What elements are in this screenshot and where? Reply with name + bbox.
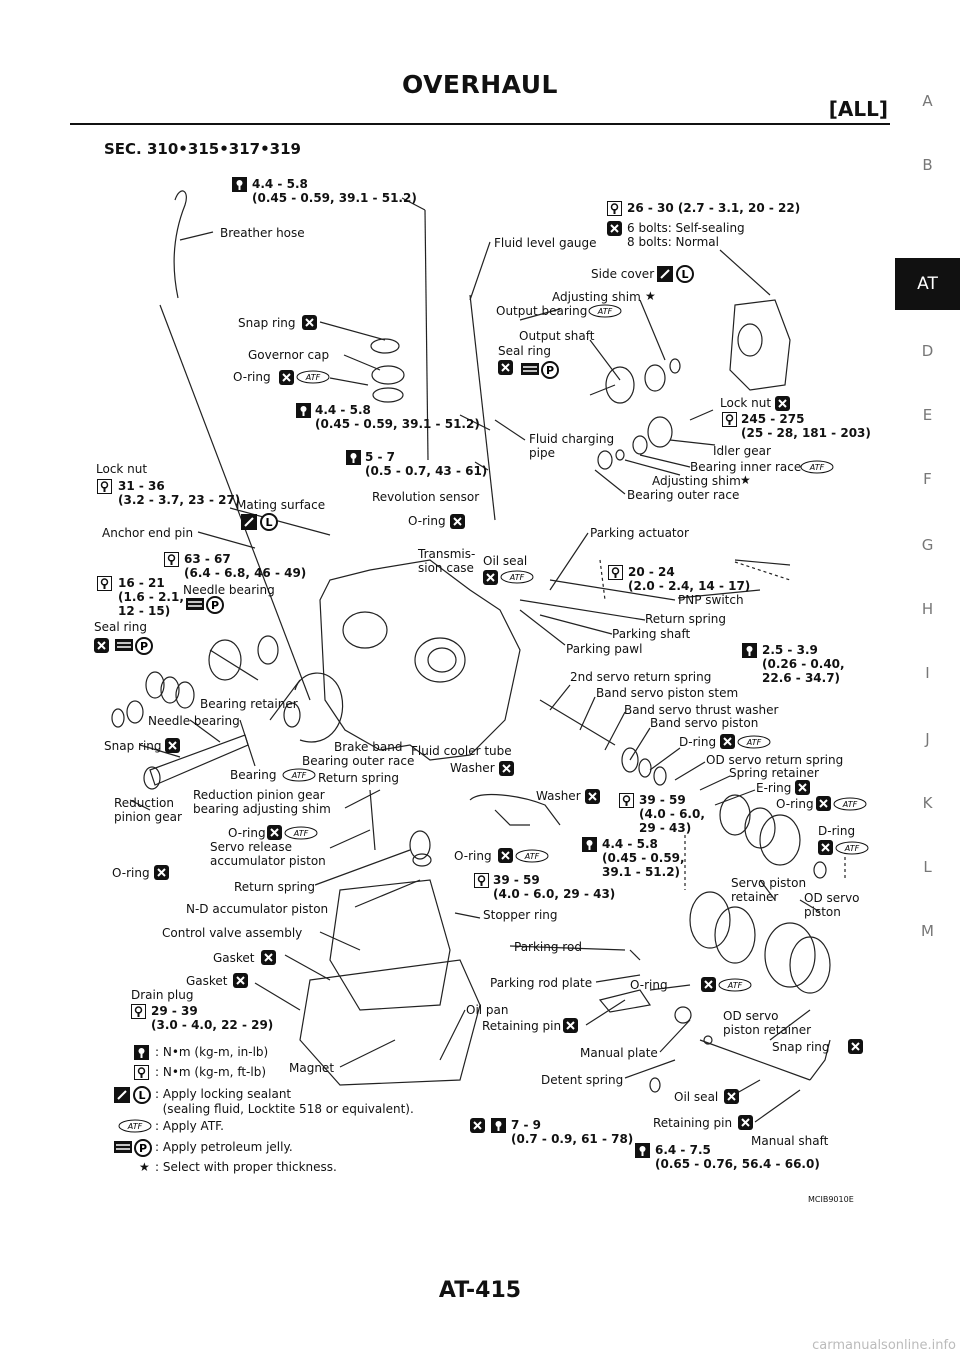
parking-pawl-label: Parking pawl <box>566 642 643 656</box>
magnet-label: Magnet <box>289 1061 335 1075</box>
retaining-pin-label-2: Retaining pin <box>653 1116 733 1130</box>
torque-icon <box>608 565 623 580</box>
page-number: AT-415 <box>438 1278 522 1303</box>
return-spring-label-3: Return spring <box>645 612 726 626</box>
tab-k[interactable]: K <box>922 794 933 812</box>
tab-h[interactable]: H <box>921 600 934 618</box>
od-servo-piston-retainer-label: OD servo piston retainer <box>723 1009 812 1037</box>
e-ring-label: E-ring <box>756 781 792 795</box>
tab-at[interactable]: AT <box>895 258 960 310</box>
snap-ring-label-3: Snap ring <box>772 1040 830 1054</box>
atf-badge-text: ATF <box>509 573 525 582</box>
fluid-charging-pipe-label: Fluid charging pipe <box>529 432 615 460</box>
replace-part-icon <box>154 865 169 880</box>
snap-ring-label-1: Snap ring <box>238 316 296 330</box>
torque-icon <box>131 1004 146 1019</box>
replace-part-icon <box>302 315 317 330</box>
replace-part-icon <box>795 780 810 795</box>
atf-badge-text: ATF <box>842 800 858 809</box>
replace-part-icon <box>818 840 833 855</box>
seal-ring-label-3: Seal ring <box>498 344 551 358</box>
atf-badge-icon <box>718 978 752 992</box>
petroleum-jelly-icon <box>185 596 225 614</box>
tab-f[interactable]: F <box>923 470 932 488</box>
parking-rod-plate-label: Parking rod plate <box>490 976 593 990</box>
od-servo-piston-label: OD servo piston <box>804 891 860 919</box>
atf-badge-text: ATF <box>727 981 743 990</box>
snap-ring-label-2: Snap ring <box>104 739 162 753</box>
atf-badge-icon <box>588 304 622 318</box>
bearing-retainer-label: Bearing retainer <box>200 697 298 711</box>
band-servo-thrust-washer-label: Band servo thrust washer <box>624 703 779 717</box>
washer-label-1: Washer <box>450 761 495 775</box>
gasket-label-1: Gasket <box>213 951 255 965</box>
atf-badge-icon <box>284 826 318 840</box>
washer-label-2: Washer <box>536 789 581 803</box>
o-ring-label-6: O-ring <box>454 849 492 863</box>
manual-plate-label: Manual plate <box>580 1046 658 1060</box>
detent-spring-label: Detent spring <box>541 1073 624 1087</box>
torque-wrench-icon <box>635 1143 650 1158</box>
od-servo-return-spring-label: OD servo return spring <box>706 753 844 767</box>
locking-sealant-icon <box>656 265 696 283</box>
atf-badge-icon <box>282 768 316 782</box>
governor-cap-label: Governor cap <box>248 348 330 362</box>
tab-i[interactable]: I <box>925 664 930 682</box>
lock-nut-label-2: Lock nut <box>720 396 772 410</box>
spec-anchor-63: 63 - 67 (6.4 - 6.8, 46 - 49) <box>184 552 307 580</box>
replace-part-icon <box>563 1018 578 1033</box>
atf-badge-icon <box>515 849 549 863</box>
atf-badge-text: ATF <box>809 463 825 472</box>
d-ring-label-1: D-ring <box>679 735 717 749</box>
torque-wrench-icon <box>296 403 311 418</box>
torque-icon <box>722 412 737 427</box>
idler-gear-label: Idler gear <box>713 444 771 458</box>
output-bearing-label: Output bearing <box>496 304 588 318</box>
spec-drain-plug: 29 - 39 (3.0 - 4.0, 22 - 29) <box>151 1004 274 1032</box>
legend-torque-ftlb: : N•m (kg-m, ft-lb) <box>155 1065 266 1079</box>
torque-wrench-icon <box>491 1118 506 1133</box>
jelly-letter: P <box>138 1142 148 1155</box>
atf-badge-icon <box>833 797 867 811</box>
retaining-pin-label-1: Retaining pin <box>482 1019 562 1033</box>
star-icon: ★ <box>645 289 656 303</box>
legend-select-thickness: : Select with proper thickness. <box>155 1160 337 1174</box>
petroleum-jelly-icon <box>520 361 560 379</box>
locking-sealant-icon <box>240 513 280 531</box>
tab-d[interactable]: D <box>921 342 934 360</box>
atf-badge-text: ATF <box>524 852 540 861</box>
replace-part-icon <box>233 973 248 988</box>
fluid-cooler-tube-label: Fluid cooler tube <box>411 744 512 758</box>
parking-actuator-label: Parking actuator <box>590 526 689 540</box>
return-spring-label-2: Return spring <box>234 880 315 894</box>
bearing-inner-race-label: Bearing inner race <box>690 460 802 474</box>
section-reference: SEC. 310•315•317•319 <box>104 140 301 158</box>
replace-part-icon <box>279 370 294 385</box>
brake-band-label: Brake band <box>334 740 403 754</box>
legend-locking-sealant: : Apply locking sealant (sealing fluid, Locktite 518 or equivalent). <box>155 1087 414 1116</box>
return-spring-label-1: Return spring <box>318 771 399 785</box>
stopper-ring-label: Stopper ring <box>483 908 558 922</box>
torque-wrench-icon <box>232 177 247 192</box>
tab-l[interactable]: L <box>923 858 932 876</box>
band-servo-piston-stem-label: Band servo piston stem <box>596 686 739 700</box>
spec-governor-bolt: 4.4 - 5.8 (0.45 - 0.59, 39.1 - 51.2) <box>315 403 480 431</box>
anchor-end-pin-label: Anchor end pin <box>102 526 194 540</box>
replace-part-icon <box>720 734 735 749</box>
tab-g[interactable]: G <box>921 536 934 554</box>
output-shaft-label: Output shaft <box>519 329 595 343</box>
lock-letter: L <box>138 1089 146 1102</box>
adjusting-shim-label-2: Adjusting shim <box>652 474 741 488</box>
bearing-outer-race-label-2: Bearing outer race <box>302 754 415 768</box>
page-title: OVERHAUL <box>402 70 558 99</box>
tab-m[interactable]: M <box>921 922 934 940</box>
replace-part-icon <box>738 1115 753 1130</box>
legend-torque-wrench-icon <box>134 1045 149 1060</box>
replace-part-icon <box>261 950 276 965</box>
manual-shaft-label: Manual shaft <box>751 1134 829 1148</box>
fluid-level-gauge-label: Fluid level gauge <box>494 236 597 250</box>
parking-rod-label: Parking rod <box>514 940 582 954</box>
replace-part-icon <box>848 1039 863 1054</box>
bearing-outer-race-label-1: Bearing outer race <box>627 488 740 502</box>
second-servo-return-spring-label: 2nd servo return spring <box>570 670 712 684</box>
torque-icon <box>474 873 489 888</box>
replace-part-icon <box>585 789 600 804</box>
spec-lock-nut-2: 245 - 275 (25 - 28, 181 - 203) <box>741 412 871 440</box>
mating-surface-label: Mating surface <box>236 498 326 512</box>
tab-b[interactable]: B <box>922 156 933 174</box>
control-valve-assembly-label: Control valve assembly <box>162 926 303 940</box>
legend-petroleum-jelly: : Apply petroleum jelly. <box>155 1140 293 1154</box>
oil-seal-label-1: Oil seal <box>483 554 528 568</box>
servo-release-accumulator-label: Servo release accumulator piston <box>210 840 326 868</box>
spec-bolt-16: 16 - 21 (1.6 - 2.1, 12 - 15) <box>118 576 184 618</box>
revolution-sensor-label: Revolution sensor <box>372 490 480 504</box>
replace-part-icon <box>498 360 513 375</box>
atf-badge-icon <box>835 841 869 855</box>
band-servo-piston-label: Band servo piston <box>650 716 759 730</box>
atf-badge-icon <box>800 460 834 474</box>
legend-star-icon: ★ <box>139 1160 150 1174</box>
lock-letter: L <box>265 516 273 529</box>
spec-cooler-44: 4.4 - 5.8 (0.45 - 0.59, 39.1 - 51.2) <box>602 837 685 879</box>
replace-part-icon <box>94 638 109 653</box>
seal-ring-label-1: Seal ring <box>94 620 147 634</box>
spring-retainer-label: Spring retainer <box>729 766 819 780</box>
atf-badge-text: ATF <box>291 771 307 780</box>
spec-cooler-39b: 39 - 59 (4.0 - 6.0, 29 - 43) <box>493 873 616 901</box>
jelly-letter: P <box>545 364 555 377</box>
torque-wrench-icon <box>346 450 361 465</box>
atf-badge-icon <box>737 735 771 749</box>
torque-icon <box>607 201 622 216</box>
d-ring-label-2: D-ring <box>818 824 856 838</box>
image-code: MCIB9010E <box>808 1195 854 1204</box>
replace-part-icon <box>470 1118 485 1133</box>
adjusting-shim-label-1: Adjusting shim <box>552 290 641 304</box>
atf-badge-text: ATF <box>746 738 762 747</box>
torque-wrench-icon <box>742 643 757 658</box>
o-ring-label-7: O-ring <box>630 978 668 992</box>
replace-part-icon <box>498 848 513 863</box>
spec-pnp-20: 20 - 24 (2.0 - 2.4, 14 - 17) <box>628 565 751 593</box>
lock-nut-label-1: Lock nut <box>96 462 148 476</box>
nd-accumulator-piston-label: N-D accumulator piston <box>186 902 329 916</box>
legend-atf-icon <box>118 1119 152 1133</box>
reduction-pinion-shim-label: Reduction pinion gear bearing adjusting shim <box>193 788 331 816</box>
replace-part-icon <box>165 738 180 753</box>
legend-atf: : Apply ATF. <box>155 1119 224 1133</box>
legend-locking-sealant-icon <box>113 1086 153 1104</box>
spec-cooler-39a: 39 - 59 (4.0 - 6.0, 29 - 43) <box>639 793 705 835</box>
spec-manual-shaft: 6.4 - 7.5 (0.65 - 0.76, 56.4 - 66.0) <box>655 1143 820 1171</box>
petroleum-jelly-icon <box>114 637 154 655</box>
oil-seal-label-2: Oil seal <box>674 1090 719 1104</box>
reduction-pinion-gear-label: Reduction pinion gear <box>114 796 182 824</box>
o-ring-label-1: O-ring <box>233 370 271 384</box>
lock-letter: L <box>681 268 689 281</box>
atf-badge-text: ATF <box>127 1122 143 1131</box>
legend-torque-icon <box>134 1065 149 1080</box>
legend-torque-inlb: : N•m (kg-m, in-lb) <box>155 1045 269 1059</box>
replace-part-icon <box>816 796 831 811</box>
atf-badge-text: ATF <box>305 373 321 382</box>
oil-pan-label: Oil pan <box>466 1003 509 1017</box>
o-ring-label-5: O-ring <box>776 797 814 811</box>
drain-plug-label: Drain plug <box>131 988 194 1002</box>
spec-lock-nut-1: 31 - 36 (3.2 - 3.7, 23 - 27) <box>118 479 241 507</box>
replace-part-icon <box>607 221 622 236</box>
o-ring-label-4: O-ring <box>408 514 446 528</box>
page-subtitle: [ALL] <box>828 97 888 121</box>
needle-bearing-label-2: Needle bearing <box>148 714 240 728</box>
spec-side-cover-bolts: 26 - 30 (2.7 - 3.1, 20 - 22) <box>627 201 801 215</box>
torque-icon <box>97 576 112 591</box>
replace-part-icon <box>450 514 465 529</box>
atf-badge-text: ATF <box>293 829 309 838</box>
torque-icon <box>164 552 179 567</box>
watermark: carmanualsonline.info <box>812 1338 956 1353</box>
pnp-switch-label: PNP switch <box>678 593 744 607</box>
parking-shaft-label: Parking shaft <box>612 627 691 641</box>
breather-hose-label: Breather hose <box>220 226 305 240</box>
atf-badge-icon <box>500 570 534 584</box>
jelly-letter: P <box>210 599 220 612</box>
replace-part-icon <box>499 761 514 776</box>
torque-wrench-icon <box>582 837 597 852</box>
spec-oil-pan: 7 - 9 (0.7 - 0.9, 61 - 78) <box>511 1118 634 1146</box>
replace-part-icon <box>724 1089 739 1104</box>
tab-a[interactable]: A <box>922 92 933 110</box>
torque-icon <box>619 793 634 808</box>
servo-piston-retainer-label: Servo piston retainer <box>731 876 807 904</box>
replace-part-icon <box>483 570 498 585</box>
o-ring-label-2: O-ring <box>228 826 266 840</box>
torque-icon <box>97 479 112 494</box>
jelly-letter: P <box>139 640 149 653</box>
spec-revolution-sensor: 5 - 7 (0.5 - 0.7, 43 - 61) <box>365 450 488 478</box>
spec-pnp-25: 2.5 - 3.9 (0.26 - 0.40, 22.6 - 34.7) <box>762 643 845 685</box>
star-icon: ★ <box>740 473 751 487</box>
gasket-label-2: Gasket <box>186 974 228 988</box>
legend-petroleum-jelly-icon <box>113 1139 153 1157</box>
needle-bearing-label-1: Needle bearing <box>183 583 275 597</box>
replace-part-icon <box>701 977 716 992</box>
spec-breather-bolt: 4.4 - 5.8 (0.45 - 0.59, 39.1 - 51.2) <box>252 177 417 205</box>
tab-e[interactable]: E <box>922 406 933 424</box>
atf-badge-text: ATF <box>597 307 613 316</box>
spec-bolts-note: 6 bolts: Self-sealing 8 bolts: Normal <box>627 221 745 249</box>
tab-j[interactable]: J <box>925 730 930 748</box>
replace-part-icon <box>775 396 790 411</box>
replace-part-icon <box>267 825 282 840</box>
bearing-label-1: Bearing <box>230 768 277 782</box>
o-ring-label-3: O-ring <box>112 866 150 880</box>
transmission-case-label: Transmis- sion case <box>418 547 476 575</box>
atf-badge-text: ATF <box>844 844 860 853</box>
atf-badge-icon <box>296 370 330 384</box>
side-cover-label: Side cover <box>591 267 655 281</box>
